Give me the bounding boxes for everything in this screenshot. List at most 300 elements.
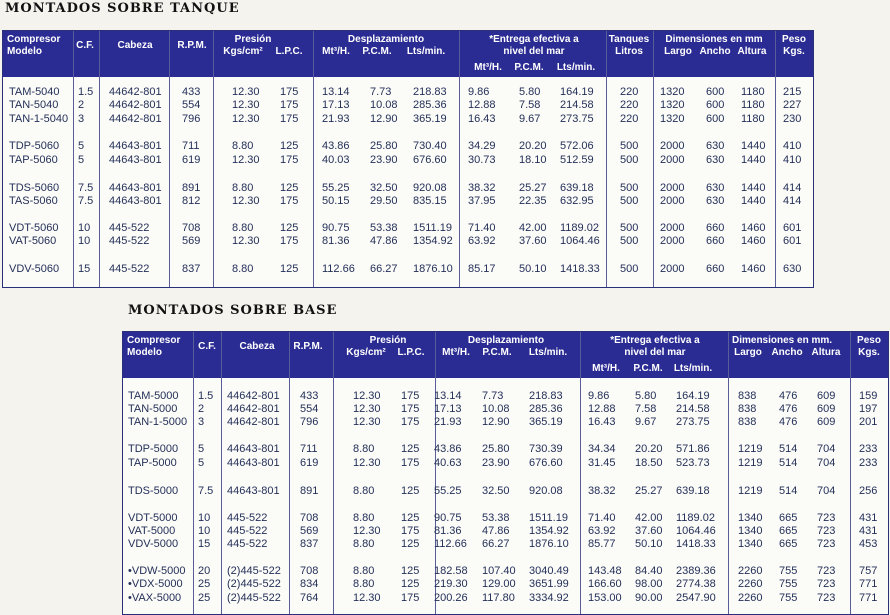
column-divider — [653, 31, 654, 287]
cell-lts: 835.15 — [413, 195, 447, 207]
cell-e-mth: 153.00 — [588, 592, 622, 604]
cell-pcm: 10.08 — [482, 403, 510, 415]
header-peso: Peso — [857, 335, 881, 346]
cell-lpc: 175 — [401, 592, 420, 604]
cell-ancho: 600 — [706, 113, 725, 125]
header-cf: C.F. — [76, 40, 94, 51]
cell-lts: 218.83 — [413, 86, 447, 98]
cell-lpc: 175 — [280, 195, 299, 207]
cell-altura: 1440 — [741, 154, 766, 166]
cell-kgs: 8.80 — [353, 512, 375, 524]
header-presion: Presión — [234, 34, 272, 45]
cell-e-lts: 1064.46 — [676, 525, 716, 537]
cell-lts: 365.19 — [529, 416, 563, 428]
cell-rpm: 834 — [300, 578, 319, 590]
header-cabeza: Cabeza — [239, 341, 275, 352]
cell-kgs: 8.80 — [353, 443, 375, 455]
column-divider — [728, 332, 729, 614]
cell-cf: 5 — [198, 443, 205, 455]
cell-cf: 10 — [198, 512, 211, 524]
cell-mth: 13.14 — [434, 390, 462, 402]
cell-e-lts: 572.06 — [560, 140, 594, 152]
cell-rpm: 837 — [300, 538, 319, 550]
cell-kgs: 12.30 — [232, 195, 260, 207]
header-kgsw: Kgs. — [783, 46, 805, 57]
cell-lts: 285.36 — [413, 99, 447, 111]
cell-pcm: 32.50 — [482, 485, 510, 497]
cell-pcm: 25.80 — [482, 443, 510, 455]
cell-pcm: 12.90 — [482, 416, 510, 428]
cell-ancho: 665 — [779, 512, 798, 524]
cell-peso: 227 — [783, 99, 802, 111]
cell-peso: 431 — [859, 525, 878, 537]
cell-kgs: 12.30 — [353, 390, 381, 402]
cell-lpc: 175 — [280, 113, 299, 125]
title-tanque: MONTADOS SOBRE TANQUE — [5, 1, 240, 16]
cell-e-pcm: 18.50 — [635, 457, 663, 469]
cell-altura: 1460 — [741, 235, 766, 247]
column-divider — [313, 31, 314, 287]
cell-largo: 2000 — [660, 222, 685, 234]
cell-e-pcm: 42.00 — [519, 222, 547, 234]
cell-e-lts: 639.18 — [560, 182, 594, 194]
cell-lts: 730.39 — [529, 443, 563, 455]
cell-lts: 285.36 — [529, 403, 563, 415]
cell-kgs: 8.80 — [232, 182, 254, 194]
cell-e-lts: 512.59 — [560, 154, 594, 166]
cell-e-pcm: 20.20 — [519, 140, 547, 152]
header-rpm: R.P.M. — [293, 341, 323, 352]
cell-mth: 55.25 — [434, 485, 462, 497]
cell-e-mth: 31.45 — [588, 457, 616, 469]
header-entrega-mth: Mt³/H. — [592, 363, 620, 374]
cell-lts: 1876.10 — [413, 263, 453, 275]
header-lpc: L.P.C. — [275, 46, 303, 57]
column-divider — [99, 31, 100, 287]
cell-e-mth: 85.17 — [468, 263, 496, 275]
header-modelo: Modelo — [7, 46, 42, 57]
cell-cf: 10 — [78, 235, 91, 247]
cell-lpc: 175 — [280, 86, 299, 98]
cell-e-mth: 16.43 — [468, 113, 496, 125]
cell-kgs: 8.80 — [353, 485, 375, 497]
header-pcm: P.C.M. — [482, 347, 512, 358]
cell-rpm: 708 — [300, 512, 319, 524]
cell-litros: 500 — [620, 222, 639, 234]
cell-cabeza: 44642-801 — [109, 113, 162, 125]
header-largo: Largo — [734, 347, 762, 358]
cell-e-pcm: 50.10 — [519, 263, 547, 275]
cell-cf: 15 — [78, 263, 91, 275]
cell-pcm: 7.73 — [482, 390, 504, 402]
cell-peso: 201 — [859, 416, 878, 428]
cell-lpc: 175 — [401, 416, 420, 428]
cell-kgs: 12.30 — [232, 99, 260, 111]
cell-e-lts: 2389.36 — [676, 565, 716, 577]
cell-lts: 1354.92 — [529, 525, 569, 537]
cell-ancho: 476 — [779, 416, 798, 428]
cell-cf: 3 — [78, 113, 85, 125]
cell-cabeza: 44643-801 — [109, 182, 162, 194]
cell-rpm: 812 — [182, 195, 201, 207]
cell-largo: 2000 — [660, 195, 685, 207]
cell-kgs: 12.30 — [353, 525, 381, 537]
cell-litros: 220 — [620, 86, 639, 98]
cell-lts: 1354.92 — [413, 235, 453, 247]
cell-e-lts: 273.75 — [560, 113, 594, 125]
header-entrega2: nivel del mar — [503, 46, 565, 57]
cell-largo: 2260 — [738, 578, 763, 590]
cell-mth: 90.75 — [322, 222, 350, 234]
column-divider — [73, 31, 74, 287]
cell-peso: 197 — [859, 403, 878, 415]
cell-e-mth: 37.95 — [468, 195, 496, 207]
cell-pcm: 25.80 — [370, 140, 398, 152]
header-row — [123, 332, 888, 378]
cell-largo: 2000 — [660, 182, 685, 194]
cell-pcm: 129.00 — [482, 578, 516, 590]
header-compresor: Compresor — [127, 335, 181, 346]
cell-kgs: 8.80 — [353, 578, 375, 590]
cell-ancho: 755 — [779, 565, 798, 577]
cell-cabeza: 44643-801 — [109, 195, 162, 207]
table-tanque — [2, 30, 814, 288]
cell-pcm: 32.50 — [370, 182, 398, 194]
cell-lts: 3334.92 — [529, 592, 569, 604]
cell-peso: 757 — [859, 565, 878, 577]
cell-e-lts: 1189.02 — [676, 512, 715, 524]
cell-cf: 25 — [198, 578, 211, 590]
cell-pcm: 10.08 — [370, 99, 398, 111]
cell-largo: 2000 — [660, 235, 685, 247]
cell-cf: 7.5 — [78, 195, 94, 207]
cell-lpc: 125 — [280, 182, 299, 194]
cell-cabeza: 445-522 — [109, 263, 150, 275]
cell-e-pcm: 98.00 — [635, 578, 663, 590]
cell-pcm: 117.80 — [482, 592, 515, 604]
cell-rpm: 708 — [300, 565, 319, 577]
cell-litros: 500 — [620, 195, 639, 207]
cell-pcm: 29.50 — [370, 195, 398, 207]
cell-pcm: 47.86 — [370, 235, 398, 247]
cell-lts: 676.60 — [413, 154, 447, 166]
cell-rpm: 837 — [182, 263, 201, 275]
header-entrega-pcm: P.C.M. — [514, 62, 544, 73]
cell-lts: 1511.19 — [529, 512, 568, 524]
cell-largo: 838 — [738, 403, 757, 415]
cell-lpc: 175 — [401, 457, 420, 469]
cell-lts: 920.08 — [529, 485, 563, 497]
header-largo: Largo — [664, 46, 692, 57]
cell-lts: 218.83 — [529, 390, 563, 402]
cell-e-mth: 63.92 — [588, 525, 616, 537]
cell-rpm: 764 — [300, 592, 319, 604]
header-ancho: Ancho — [699, 46, 731, 57]
cell-lpc: 125 — [280, 140, 299, 152]
header-entrega1: *Entrega efectiva a — [489, 34, 579, 45]
cell-rpm: 433 — [182, 86, 201, 98]
cell-largo: 1320 — [660, 99, 685, 111]
cell-peso: 601 — [783, 222, 802, 234]
cell-pcm: 53.38 — [482, 512, 510, 524]
cell-lpc: 125 — [401, 538, 420, 550]
cell-peso: 453 — [859, 538, 878, 550]
header-entrega-pcm: P.C.M. — [633, 363, 663, 374]
cell-altura: 1180 — [741, 86, 765, 98]
cell-lpc: 175 — [280, 99, 299, 111]
cell-pcm: 53.38 — [370, 222, 398, 234]
cell-e-lts: 1418.33 — [560, 263, 600, 275]
cell-altura: 609 — [817, 403, 836, 415]
cell-litros: 500 — [620, 154, 639, 166]
cell-mth: 17.13 — [322, 99, 350, 111]
cell-lts: 676.60 — [529, 457, 563, 469]
cell-e-mth: 166.60 — [588, 578, 622, 590]
cell-e-pcm: 90.00 — [635, 592, 663, 604]
cell-e-lts: 214.58 — [560, 99, 594, 111]
cell-cf: 7.5 — [198, 485, 214, 497]
cell-ancho: 755 — [779, 578, 798, 590]
cell-cabeza: 445-522 — [227, 525, 268, 537]
cell-litros: 500 — [620, 235, 639, 247]
cell-cabeza: 44642-801 — [227, 403, 280, 415]
cell-lts: 1511.19 — [413, 222, 452, 234]
cell-peso: 601 — [783, 235, 802, 247]
cell-peso: 230 — [783, 113, 802, 125]
cell-e-lts: 2774.38 — [676, 578, 716, 590]
column-divider — [213, 31, 214, 287]
cell-pcm: 7.73 — [370, 86, 392, 98]
cell-peso: 233 — [859, 443, 878, 455]
cell-mth: 50.15 — [322, 195, 350, 207]
cell-pcm: 47.86 — [482, 525, 510, 537]
table-base — [122, 331, 889, 615]
cell-altura: 1180 — [741, 113, 765, 125]
cell-modelo: TAM-5040 — [9, 86, 60, 98]
cell-rpm: 569 — [300, 525, 319, 537]
cell-cf: 20 — [198, 565, 211, 577]
cell-cabeza: 44643-801 — [109, 154, 162, 166]
cell-kgs: 8.80 — [232, 263, 254, 275]
cell-ancho: 600 — [706, 99, 725, 111]
cell-largo: 1340 — [738, 525, 763, 537]
cell-altura: 704 — [817, 457, 836, 469]
header-desplazamiento: Desplazamiento — [347, 34, 425, 45]
cell-litros: 500 — [620, 182, 639, 194]
header-kgs: Kgs/cm² — [223, 46, 263, 57]
cell-e-mth: 9.86 — [468, 86, 490, 98]
cell-e-pcm: 22.35 — [519, 195, 547, 207]
cell-pcm: 12.90 — [370, 113, 398, 125]
cell-lpc: 175 — [280, 154, 299, 166]
header-kgsw: Kgs. — [858, 347, 880, 358]
cell-ancho: 630 — [706, 140, 725, 152]
cell-lpc: 125 — [401, 485, 420, 497]
cell-kgs: 8.80 — [353, 538, 375, 550]
cell-rpm: 619 — [300, 457, 319, 469]
cell-cf: 2 — [78, 99, 85, 111]
cell-peso: 414 — [783, 195, 802, 207]
column-divider — [333, 332, 334, 614]
cell-e-mth: 63.92 — [468, 235, 496, 247]
cell-ancho: 600 — [706, 86, 725, 98]
cell-lts: 1876.10 — [529, 538, 569, 550]
header-entrega-lts: Lts/min. — [673, 363, 713, 374]
cell-modelo: TDS-5060 — [9, 182, 60, 194]
cell-litros: 500 — [620, 263, 639, 275]
cell-pcm: 23.90 — [370, 154, 398, 166]
header-lts: Lts/min. — [528, 347, 568, 358]
cell-e-lts: 164.19 — [560, 86, 594, 98]
cell-altura: 723 — [817, 592, 836, 604]
cell-lpc: 125 — [401, 578, 420, 590]
cell-largo: 2000 — [660, 263, 685, 275]
cell-altura: 1440 — [741, 195, 766, 207]
cell-rpm: 796 — [182, 113, 201, 125]
cell-mth: 17.13 — [434, 403, 462, 415]
cell-litros: 500 — [620, 140, 639, 152]
cell-cf: 15 — [198, 538, 211, 550]
column-divider — [221, 332, 222, 614]
cell-cabeza: 44642-801 — [227, 416, 280, 428]
header-dimensiones: Dimensiones en mm — [665, 34, 763, 45]
cell-modelo: TAN-1-5040 — [9, 113, 69, 125]
cell-e-pcm: 25.27 — [635, 485, 663, 497]
column-divider — [193, 332, 194, 614]
cell-modelo: TAN-5040 — [9, 99, 59, 111]
cell-e-pcm: 84.40 — [635, 565, 663, 577]
cell-rpm: 891 — [182, 182, 201, 194]
cell-ancho: 660 — [706, 263, 725, 275]
cell-e-mth: 34.29 — [468, 140, 496, 152]
header-tanques: Tanques — [608, 34, 650, 45]
cell-e-pcm: 7.58 — [635, 403, 657, 415]
cell-cabeza: 44643-801 — [227, 457, 280, 469]
cell-kgs: 12.30 — [232, 235, 260, 247]
cell-modelo: VDV-5060 — [9, 263, 60, 275]
header-lts: Lts/min. — [406, 46, 446, 57]
cell-e-mth: 12.88 — [468, 99, 496, 111]
cell-e-mth: 34.34 — [588, 443, 616, 455]
header-mth: Mt³/H. — [442, 347, 470, 358]
cell-mth: 55.25 — [322, 182, 350, 194]
cell-cabeza: 445-522 — [109, 235, 150, 247]
header-entrega1: *Entrega efectiva a — [610, 335, 700, 346]
header-kgs: Kgs/cm² — [346, 347, 386, 358]
cell-modelo: TAP-5000 — [128, 457, 177, 469]
cell-mth: 21.93 — [434, 416, 462, 428]
cell-mth: 81.36 — [434, 525, 462, 537]
cell-e-pcm: 37.60 — [635, 525, 663, 537]
header-peso: Peso — [782, 34, 806, 45]
cell-kgs: 12.30 — [353, 457, 381, 469]
cell-modelo: VDT-5000 — [128, 512, 178, 524]
cell-e-mth: 71.40 — [468, 222, 496, 234]
cell-lpc: 175 — [280, 235, 299, 247]
cell-rpm: 708 — [182, 222, 201, 234]
cell-lpc: 125 — [280, 222, 299, 234]
cell-pcm: 23.90 — [482, 457, 510, 469]
cell-mth: 81.36 — [322, 235, 350, 247]
cell-mth: 182.58 — [434, 565, 468, 577]
cell-lpc: 125 — [401, 565, 420, 577]
header-rpm: R.P.M. — [177, 40, 207, 51]
cell-lpc: 175 — [401, 390, 420, 402]
cell-lpc: 125 — [401, 512, 420, 524]
cell-e-lts: 214.58 — [676, 403, 710, 415]
cell-rpm: 554 — [182, 99, 201, 111]
cell-cf: 1.5 — [78, 86, 94, 98]
cell-modelo: VAT-5060 — [9, 235, 57, 247]
cell-cabeza: 44643-801 — [109, 140, 162, 152]
cell-largo: 1340 — [738, 538, 763, 550]
cell-mth: 40.03 — [322, 154, 350, 166]
cell-kgs: 12.30 — [353, 416, 381, 428]
header-mth: Mt³/H. — [322, 46, 350, 57]
cell-cabeza: 44643-801 — [227, 443, 280, 455]
column-divider — [850, 332, 851, 614]
cell-altura: 609 — [817, 390, 836, 402]
cell-modelo: VAT-5000 — [128, 525, 176, 537]
cell-litros: 220 — [620, 113, 639, 125]
cell-cf: 5 — [78, 154, 85, 166]
cell-ancho: 665 — [779, 538, 798, 550]
cell-ancho: 630 — [706, 154, 725, 166]
cell-peso: 431 — [859, 512, 878, 524]
header-altura: Altura — [737, 46, 767, 57]
cell-e-mth: 71.40 — [588, 512, 616, 524]
cell-rpm: 569 — [182, 235, 201, 247]
cell-kgs: 12.30 — [353, 592, 381, 604]
cell-altura: 723 — [817, 565, 836, 577]
cell-peso: 256 — [859, 485, 878, 497]
cell-e-lts: 1064.46 — [560, 235, 600, 247]
cell-e-lts: 1189.02 — [560, 222, 599, 234]
cell-e-lts: 164.19 — [676, 390, 710, 402]
header-presion: Presión — [369, 335, 407, 346]
cell-e-pcm: 20.20 — [635, 443, 663, 455]
cell-pcm: 66.27 — [482, 538, 510, 550]
cell-cf: 5 — [198, 457, 205, 469]
cell-cf: 10 — [198, 525, 211, 537]
cell-peso: 630 — [783, 263, 802, 275]
cell-litros: 220 — [620, 99, 639, 111]
cell-rpm: 433 — [300, 390, 319, 402]
cell-largo: 1219 — [738, 485, 763, 497]
cell-mth: 112.66 — [434, 538, 467, 550]
column-divider — [606, 31, 607, 287]
cell-peso: 233 — [859, 457, 878, 469]
cell-mth: 219.30 — [434, 578, 468, 590]
cell-largo: 1320 — [660, 86, 685, 98]
cell-modelo: TAM-5000 — [128, 390, 179, 402]
cell-altura: 723 — [817, 578, 836, 590]
cell-altura: 723 — [817, 525, 836, 537]
cell-e-lts: 639.18 — [676, 485, 710, 497]
cell-kgs: 12.30 — [232, 154, 260, 166]
cell-modelo: TDP-5000 — [128, 443, 179, 455]
cell-cabeza: (2)445-522 — [227, 578, 281, 590]
cell-peso: 410 — [783, 140, 802, 152]
cell-e-mth: 16.43 — [588, 416, 616, 428]
cell-ancho: 514 — [779, 443, 798, 455]
cell-e-mth: 38.32 — [588, 485, 616, 497]
cell-largo: 2000 — [660, 154, 685, 166]
cell-largo: 838 — [738, 416, 757, 428]
cell-lts: 365.19 — [413, 113, 447, 125]
cell-lts: 730.40 — [413, 140, 447, 152]
cell-mth: 90.75 — [434, 512, 462, 524]
